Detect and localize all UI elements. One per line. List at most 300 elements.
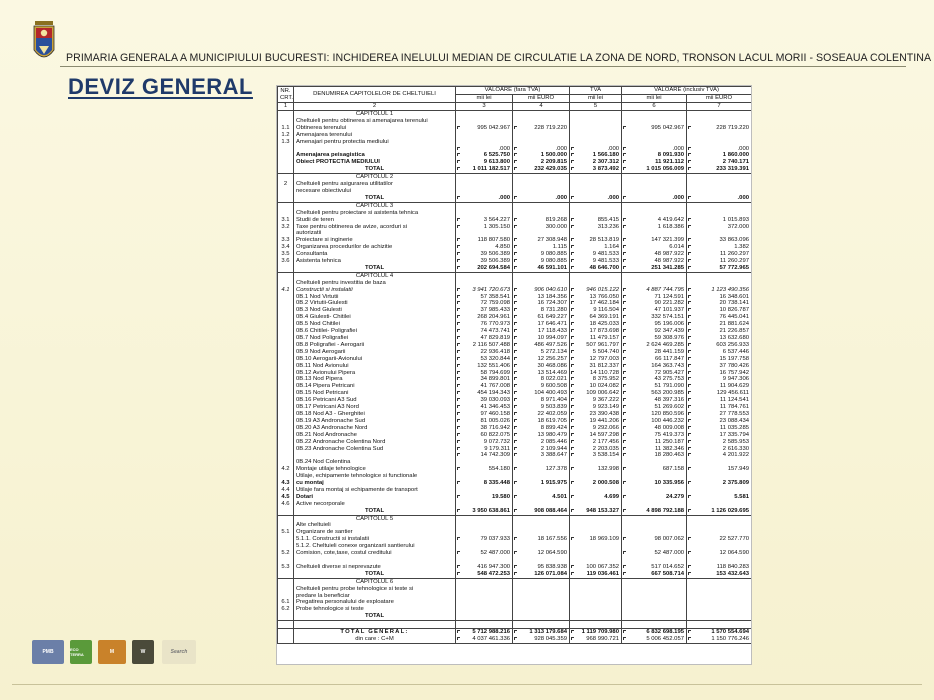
value-cell: [513, 280, 570, 287]
value-cell: [622, 202, 687, 209]
value-cell: [456, 459, 513, 466]
value-cell: 454 194.343: [456, 390, 513, 397]
value-cell: 6 832 698.195: [622, 629, 687, 636]
value-cell: 76 770.973: [456, 321, 513, 328]
value-cell: [687, 473, 752, 480]
row-number: 6.2: [278, 606, 294, 613]
table-row: [278, 613, 752, 620]
value-cell: 1 011 182.517: [456, 166, 513, 173]
row-description: 0B.19 A3 Andronache Sud: [294, 418, 456, 425]
value-cell: 3 941 720.673: [456, 287, 513, 294]
value-cell: [570, 181, 622, 188]
table-row: [278, 237, 752, 244]
row-description: Cheltuieli pentru proiectare si asistenta tehnica: [294, 210, 456, 217]
table-row: [278, 202, 752, 209]
table-row: [278, 217, 752, 224]
row-description: Utilaje fara montaj si echipamente de transport: [294, 487, 456, 494]
row-number: 6.1: [278, 599, 294, 606]
value-cell: 28 513.819: [570, 237, 622, 244]
value-cell: 21 226.857: [687, 328, 752, 335]
value-cell: 16 348.601: [687, 294, 752, 301]
value-cell: 8 335.448: [456, 480, 513, 487]
footer-divider: [12, 684, 922, 685]
value-cell: 548 472.253: [456, 571, 513, 578]
table-row: [278, 307, 752, 314]
value-cell: 90 221.282: [622, 300, 687, 307]
header-denumire: DENUMIREA CAPITOLELOR DE CHELTUIELI: [294, 87, 456, 103]
value-cell: 3 388.647: [513, 452, 570, 459]
value-cell: 97 460.158: [456, 411, 513, 418]
header-unit: mii EURO: [513, 95, 570, 103]
eco-terra-logo: ECO TERRA: [70, 640, 92, 664]
value-cell: 92 347.439: [622, 328, 687, 335]
header-unit: mii lei: [622, 95, 687, 103]
row-description: TOTAL: [294, 265, 456, 272]
header-index: 6: [622, 103, 687, 111]
value-cell: 27 778.553: [687, 411, 752, 418]
value-cell: [456, 118, 513, 125]
row-number: [278, 432, 294, 439]
row-description: Obiect PROTECTIA MEDIULUI: [294, 159, 456, 166]
table-row: [278, 536, 752, 543]
value-cell: 11 479.157: [570, 335, 622, 342]
table-row: [278, 314, 752, 321]
value-cell: [622, 459, 687, 466]
table-row: [278, 621, 752, 629]
value-cell: 53 320.844: [456, 356, 513, 363]
value-cell: 1 119 709.980: [570, 629, 622, 636]
value-cell: [513, 593, 570, 600]
value-cell: 6 525.750: [456, 152, 513, 159]
value-cell: [622, 529, 687, 536]
value-cell: [570, 118, 622, 125]
value-cell: 202 694.584: [456, 265, 513, 272]
value-cell: [622, 515, 687, 522]
value-cell: 3 564.227: [456, 217, 513, 224]
value-cell: 313.236: [570, 224, 622, 231]
value-cell: [622, 280, 687, 287]
row-number: 1.3: [278, 139, 294, 146]
value-cell: 17 873.698: [570, 328, 622, 335]
value-cell: [622, 139, 687, 146]
value-cell: [513, 487, 570, 494]
bucharest-coat-of-arms-icon: [30, 20, 58, 66]
row-number: [278, 146, 294, 153]
row-description: [294, 452, 456, 459]
value-cell: 12 256.257: [513, 356, 570, 363]
row-description: TOTAL: [294, 613, 456, 620]
value-cell: [513, 111, 570, 118]
value-cell: 332 574.151: [622, 314, 687, 321]
value-cell: [687, 210, 752, 217]
value-cell: 126 071.084: [513, 571, 570, 578]
row-number: 4.2: [278, 466, 294, 473]
value-cell: 5 006 452.057: [622, 636, 687, 643]
value-cell: 603 256.933: [687, 342, 752, 349]
value-cell: 19.580: [456, 494, 513, 501]
row-number: [278, 578, 294, 585]
value-cell: 1 305.150: [456, 224, 513, 231]
value-cell: 72 759.098: [456, 300, 513, 307]
value-cell: [456, 522, 513, 529]
value-cell: [513, 473, 570, 480]
value-cell: 1 860.000: [687, 152, 752, 159]
table-row: [278, 166, 752, 173]
header-unit: mii lei: [456, 95, 513, 103]
value-cell: [456, 188, 513, 195]
row-number: [278, 265, 294, 272]
value-cell: 17 335.794: [687, 432, 752, 439]
value-cell: 95 838.938: [513, 564, 570, 571]
value-cell: 15 197.758: [687, 356, 752, 363]
header-unit: mii EURO: [687, 95, 752, 103]
value-cell: [456, 174, 513, 181]
value-cell: 2 740.171: [687, 159, 752, 166]
row-description: Amenajari pentru protectia mediului: [294, 139, 456, 146]
row-description: 0B.3 Nod Giulesti: [294, 307, 456, 314]
value-cell: [622, 174, 687, 181]
value-cell: [570, 459, 622, 466]
value-cell: 507 961.797: [570, 342, 622, 349]
value-cell: 2 307.312: [570, 159, 622, 166]
row-number: [278, 557, 294, 564]
value-cell: [622, 230, 687, 237]
row-description: 0B.10 Aerogarii-Avionului: [294, 356, 456, 363]
value-cell: 948 153.327: [570, 508, 622, 515]
value-cell: 17 646.471: [513, 321, 570, 328]
value-cell: 8 899.424: [513, 425, 570, 432]
value-cell: [456, 578, 513, 585]
row-description: 0B.6 Chitilei- Poligrafiei: [294, 328, 456, 335]
value-cell: [687, 578, 752, 585]
value-cell: [513, 174, 570, 181]
table-row: [278, 363, 752, 370]
table-row: [278, 494, 752, 501]
value-cell: 2 585.953: [687, 439, 752, 446]
value-cell: 11 784.761: [687, 404, 752, 411]
row-number: [278, 543, 294, 550]
value-cell: [456, 132, 513, 139]
value-cell: [513, 139, 570, 146]
value-cell: [570, 557, 622, 564]
value-cell: [570, 606, 622, 613]
row-description: Cheltuieli pentru obtinerea si amenajarea terenului: [294, 118, 456, 125]
value-cell: .000: [622, 195, 687, 202]
value-cell: .000: [687, 146, 752, 153]
value-cell: 47 829.819: [456, 335, 513, 342]
value-cell: [570, 487, 622, 494]
value-cell: 416 947.300: [456, 564, 513, 571]
row-number: 3.6: [278, 258, 294, 265]
row-description: Obtinerea terenului: [294, 125, 456, 132]
row-description: 0B.8 Poligrafiei - Aerogarii: [294, 342, 456, 349]
value-cell: 4 419.642: [622, 217, 687, 224]
row-description: 0B.14 Pipera Petricani: [294, 383, 456, 390]
row-description: din care : C+M: [294, 636, 456, 643]
table-row: [278, 418, 752, 425]
table-row: [278, 132, 752, 139]
table-row: [278, 159, 752, 166]
value-cell: 9 292.066: [570, 425, 622, 432]
value-cell: [570, 529, 622, 536]
row-description: 0B.23 Andronache Colentina Sud: [294, 446, 456, 453]
table-row: [278, 287, 752, 294]
row-number: [278, 166, 294, 173]
row-number: [278, 508, 294, 515]
value-cell: [570, 125, 622, 132]
value-cell: .000: [687, 195, 752, 202]
table-row: [278, 328, 752, 335]
value-cell: 9 481.533: [570, 258, 622, 265]
value-cell: 4.501: [513, 494, 570, 501]
row-number: [278, 404, 294, 411]
row-number: [278, 152, 294, 159]
value-cell: [687, 586, 752, 593]
row-number: [278, 111, 294, 118]
value-cell: [570, 230, 622, 237]
row-description: Consultanta: [294, 251, 456, 258]
row-description: Organizare de santier: [294, 529, 456, 536]
value-cell: 2 624 469.285: [622, 342, 687, 349]
value-cell: 14 742.309: [456, 452, 513, 459]
table-row: [278, 294, 752, 301]
value-cell: [456, 586, 513, 593]
row-number: [278, 446, 294, 453]
value-cell: 118 807.580: [456, 237, 513, 244]
value-cell: [570, 543, 622, 550]
table-row: [278, 586, 752, 593]
value-cell: 30 468.086: [513, 363, 570, 370]
row-number: [278, 418, 294, 425]
value-cell: 9 481.533: [570, 251, 622, 258]
value-cell: 19 441.206: [570, 418, 622, 425]
value-cell: 1 150 776.246: [687, 636, 752, 643]
value-cell: [513, 599, 570, 606]
header-valoare-fara-tva: VALOARE (fara TVA): [456, 87, 570, 95]
table-row: [278, 335, 752, 342]
row-number: [278, 390, 294, 397]
row-description: Studii de teren: [294, 217, 456, 224]
header-unit: mii lei: [570, 95, 622, 103]
row-description: Active necorporale: [294, 501, 456, 508]
row-number: 1.2: [278, 132, 294, 139]
value-cell: 17 118.433: [513, 328, 570, 335]
value-cell: .000: [622, 146, 687, 153]
row-number: [278, 370, 294, 377]
value-cell: 132.998: [570, 466, 622, 473]
value-cell: [570, 586, 622, 593]
value-cell: [456, 280, 513, 287]
value-cell: [513, 613, 570, 620]
value-cell: [570, 599, 622, 606]
value-cell: [622, 593, 687, 600]
row-description: 0B.20 A3 Andronache Nord: [294, 425, 456, 432]
search-logo: Search: [162, 640, 196, 664]
value-cell: [622, 613, 687, 620]
value-cell: [622, 111, 687, 118]
row-description: 0B.24 Nod Colentina: [294, 459, 456, 466]
value-cell: 10 335.956: [622, 480, 687, 487]
value-cell: 52 487.000: [622, 550, 687, 557]
value-cell: 18 969.109: [570, 536, 622, 543]
value-cell: [456, 210, 513, 217]
value-cell: 64 369.191: [570, 314, 622, 321]
value-cell: 22 402.059: [513, 411, 570, 418]
value-cell: 6.014: [622, 244, 687, 251]
value-cell: 52 487.000: [456, 550, 513, 557]
header-divider: [60, 66, 906, 67]
value-cell: 2 375.809: [687, 480, 752, 487]
row-number: [278, 425, 294, 432]
value-cell: [456, 593, 513, 600]
value-cell: 855.415: [570, 217, 622, 224]
value-cell: [456, 613, 513, 620]
value-cell: 71 124.591: [622, 294, 687, 301]
table-row: [278, 195, 752, 202]
value-cell: [456, 202, 513, 209]
value-cell: [456, 181, 513, 188]
value-cell: .000: [456, 195, 513, 202]
value-cell: [687, 174, 752, 181]
header-index: 3: [456, 103, 513, 111]
w-logo: W: [132, 640, 154, 664]
value-cell: 554.180: [456, 466, 513, 473]
value-cell: 1 123 490.356: [687, 287, 752, 294]
value-cell: 11 035.285: [687, 425, 752, 432]
row-number: [278, 342, 294, 349]
value-cell: 23 088.434: [687, 418, 752, 425]
row-number: [278, 159, 294, 166]
value-cell: [513, 578, 570, 585]
row-number: 4.3: [278, 480, 294, 487]
table-row: [278, 446, 752, 453]
table-row: [278, 188, 752, 195]
row-number: [278, 300, 294, 307]
table-row: [278, 508, 752, 515]
row-number: [278, 188, 294, 195]
value-cell: 81 005.026: [456, 418, 513, 425]
value-cell: 14 597.298: [570, 432, 622, 439]
table-row: [278, 411, 752, 418]
value-cell: 2 209.815: [513, 159, 570, 166]
value-cell: 100 446.232: [622, 418, 687, 425]
budget-sheet: [276, 85, 752, 665]
value-cell: [570, 202, 622, 209]
header-index: 1: [278, 103, 294, 111]
value-cell: 9 072.732: [456, 439, 513, 446]
row-description: Proiectare si inginerie: [294, 237, 456, 244]
value-cell: 95 196.006: [622, 321, 687, 328]
value-cell: 48 397.316: [622, 397, 687, 404]
row-description: Alte cheltuieli: [294, 522, 456, 529]
table-row: [278, 370, 752, 377]
table-row: [278, 515, 752, 522]
value-cell: 12 064.590: [687, 550, 752, 557]
value-cell: 22 936.418: [456, 349, 513, 356]
value-cell: [513, 230, 570, 237]
row-number: [278, 210, 294, 217]
value-cell: 819.268: [513, 217, 570, 224]
value-cell: [456, 621, 513, 629]
row-description: 0B.22 Andronache Colentina Nord: [294, 439, 456, 446]
value-cell: 47 101.937: [622, 307, 687, 314]
value-cell: 51 791.090: [622, 383, 687, 390]
table-row: [278, 571, 752, 578]
pmb-logo: PMB: [32, 640, 64, 664]
value-cell: .000: [570, 146, 622, 153]
value-cell: 906 040.610: [513, 287, 570, 294]
value-cell: 1 915.975: [513, 480, 570, 487]
table-row: [278, 599, 752, 606]
value-cell: 51 269.602: [622, 404, 687, 411]
row-description: Cheltuieli pentru asigurarea utilitatilor: [294, 181, 456, 188]
value-cell: [687, 599, 752, 606]
row-number: [278, 629, 294, 636]
header-index: 4: [513, 103, 570, 111]
value-cell: 13 514.469: [513, 370, 570, 377]
value-cell: 79 037.933: [456, 536, 513, 543]
row-number: [278, 376, 294, 383]
value-cell: 18 425.033: [570, 321, 622, 328]
table-row: [278, 397, 752, 404]
value-cell: 12 064.590: [513, 550, 570, 557]
value-cell: [513, 210, 570, 217]
value-cell: [513, 459, 570, 466]
value-cell: [622, 181, 687, 188]
value-cell: 995 042.967: [622, 125, 687, 132]
value-cell: 563 200.985: [622, 390, 687, 397]
table-row: [278, 473, 752, 480]
value-cell: 22 527.770: [687, 536, 752, 543]
row-description: TOTAL: [294, 571, 456, 578]
row-number: [278, 586, 294, 593]
table-row: [278, 593, 752, 600]
value-cell: [622, 188, 687, 195]
value-cell: 48 646.700: [570, 265, 622, 272]
value-cell: 31 812.337: [570, 363, 622, 370]
table-row: [278, 543, 752, 550]
value-cell: 120 850.596: [622, 411, 687, 418]
row-description: Constructii si instalatii: [294, 287, 456, 294]
row-description: Cheltuieli pentru investitia de baza: [294, 280, 456, 287]
row-number: [278, 294, 294, 301]
value-cell: [622, 473, 687, 480]
budget-table: [277, 86, 752, 644]
table-row: [278, 629, 752, 636]
value-cell: [687, 501, 752, 508]
row-number: 4.6: [278, 501, 294, 508]
value-cell: 13 632.680: [687, 335, 752, 342]
value-cell: 5 272.134: [513, 349, 570, 356]
row-description: cu montaj: [294, 480, 456, 487]
value-cell: 20 738.141: [687, 300, 752, 307]
row-description: 0B.17 Petricani A3 Nord: [294, 404, 456, 411]
row-description: 5.1.1. Constructii si instalatii: [294, 536, 456, 543]
value-cell: 2 116 507.488: [456, 342, 513, 349]
value-cell: 3 950 638.861: [456, 508, 513, 515]
value-cell: 1 566.180: [570, 152, 622, 159]
value-cell: 4 898 792.188: [622, 508, 687, 515]
value-cell: 27 308.948: [513, 237, 570, 244]
value-cell: 132 551.406: [456, 363, 513, 370]
budget-table-body: [278, 111, 752, 644]
value-cell: 2 109.944: [513, 446, 570, 453]
value-cell: 2 085.446: [513, 439, 570, 446]
row-description: Dotari: [294, 494, 456, 501]
value-cell: 13 980.479: [513, 432, 570, 439]
table-row: [278, 466, 752, 473]
row-number: [278, 397, 294, 404]
